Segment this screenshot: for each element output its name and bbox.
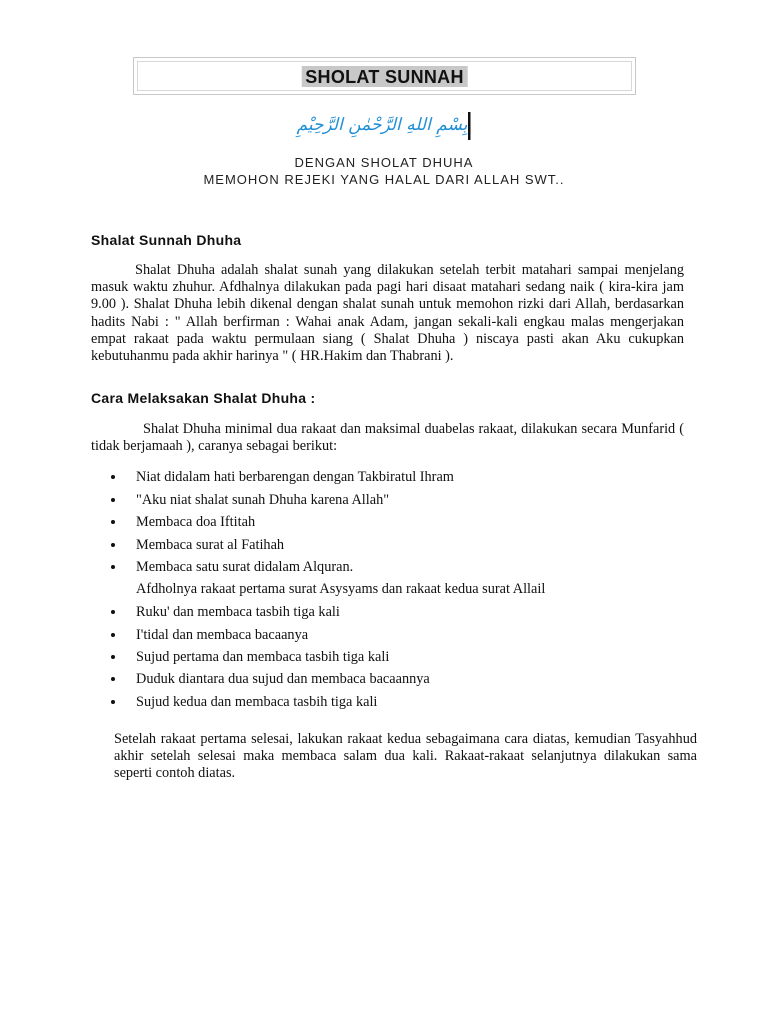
bullet-icon bbox=[111, 677, 115, 681]
bullet-icon bbox=[111, 633, 115, 637]
list-item-text: "Aku niat shalat sunah Dhuha karena Allah" bbox=[136, 492, 390, 508]
basmala-calligraphy bbox=[294, 110, 474, 142]
list-item-note-text: Afdholnya rakaat pertama surat Asysyams dan rakaat kedua surat Allail bbox=[136, 581, 546, 597]
paragraph-dhuha-description bbox=[91, 262, 684, 365]
basmala-text: بِسْمِ اللهِ الرَّحْمٰنِ الرَّحِيْمِ bbox=[296, 115, 468, 135]
paragraph-closing: Setelah rakaat pertama selesai, lakukan rakaat kedua sebagaimana cara diatas, kemudian Tasyahhud akhir setelah selesai maka membaca salam dua kali. Rakaat-rakaat selanjutnya dilakukan sama seperti contoh diatas. bbox=[114, 731, 697, 782]
list-item-text: Duduk diantara dua sujud dan membaca bacaannya bbox=[136, 671, 430, 687]
paragraph-cara-intro-text: Shalat Dhuha minimal dua rakaat dan maksimal duabelas rakaat, dilakukan secara Munfarid ( tidak berjamaah ), caranya sebagai berikut: bbox=[91, 421, 684, 455]
bullet-icon bbox=[111, 475, 115, 479]
list-item-text: Ruku' dan membaca tasbih tiga kali bbox=[136, 604, 340, 620]
list-item-text: Sujud pertama dan membaca tasbih tiga kali bbox=[136, 649, 390, 665]
section-heading-dhuha: Shalat Sunnah Dhuha bbox=[91, 232, 242, 248]
paragraph-cara-intro bbox=[91, 421, 684, 455]
paragraph-dhuha-text: Shalat Dhuha adalah shalat sunah yang dilakukan setelah terbit matahari sampai menjelang masuk waktu zhuhur. Afdhalnya dilakukan pada pagi hari disaat matahari sedang naik ( kira-kira jam 9.00 ). Shalat Dhuha lebih dikenal dengan shalat sunah untuk memohon rizki dari Allah, berdasarkan hadits Nabi : " Allah berfirman : Wahai anak Adam, jangan sekali-kali engkau malas mengerjakan empat rakaat pada waktu permulaan siang ( Shalat Dhuha ) niscaya pasti akan Aku cukupkan kebutuhanmu pada akhir harinya " ( HR.Hakim dan Thabrani ). bbox=[91, 262, 684, 365]
list-item-text: Sujud kedua dan membaca tasbih tiga kali bbox=[136, 694, 378, 710]
list-item-text: I'tidal dan membaca bacaanya bbox=[136, 627, 309, 643]
document-title: SHOLAT SUNNAH bbox=[301, 66, 468, 87]
bullet-icon bbox=[111, 700, 115, 704]
list-item-text: Niat didalam hati berbarengan dengan Takbiratul Ihram bbox=[136, 469, 454, 485]
list-item-text: Membaca surat al Fatihah bbox=[136, 537, 285, 553]
bullet-icon bbox=[111, 543, 115, 547]
bullet-icon bbox=[111, 498, 115, 502]
list-item-text: Membaca satu surat didalam Alquran. bbox=[136, 559, 354, 575]
bullet-icon bbox=[111, 520, 115, 524]
bullet-icon bbox=[111, 655, 115, 659]
list-item-text: Membaca doa Iftitah bbox=[136, 514, 256, 530]
title-box bbox=[133, 57, 636, 95]
bullet-icon bbox=[111, 610, 115, 614]
bullet-icon bbox=[111, 565, 115, 569]
subtitle-line-1: DENGAN SHOLAT DHUHA bbox=[294, 155, 474, 170]
text-cursor-bar bbox=[468, 112, 471, 140]
subtitle-line-2: MEMOHON REJEKI YANG HALAL DARI ALLAH SWT.. bbox=[203, 172, 565, 187]
section-heading-cara: Cara Melaksakan Shalat Dhuha : bbox=[91, 390, 316, 406]
